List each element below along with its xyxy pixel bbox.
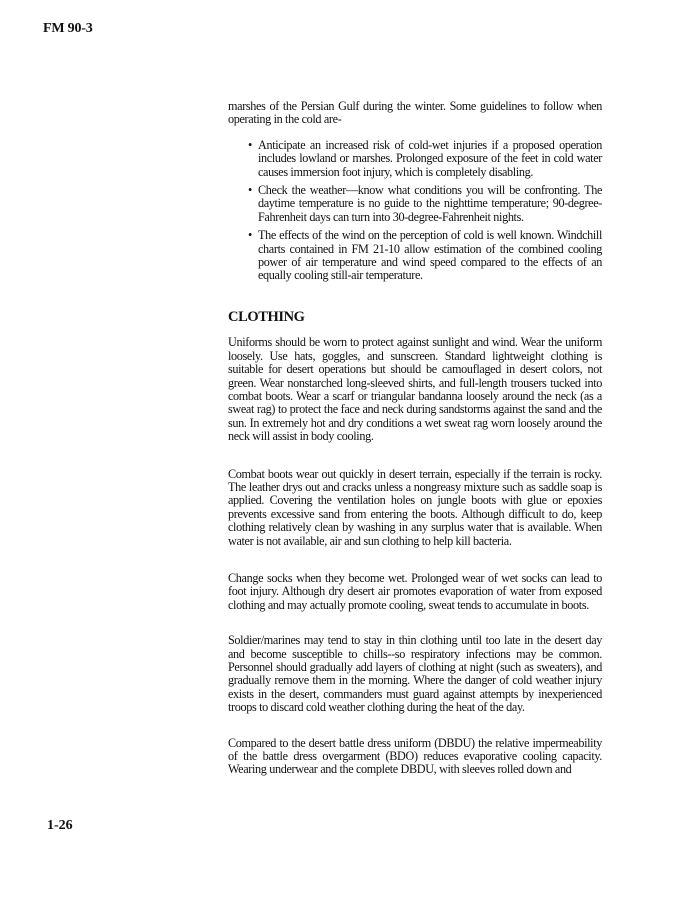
paragraph-bdo: Compared to the desert battle dress uniform (DBDU) the relative impermeability of the battle dress overgarment (BDO) reduces evaporative cooling capacity. Wearing underwear and the complete DBDU, with sleeves rolled down and	[228, 735, 602, 777]
running-header: FM 90-3	[43, 21, 93, 36]
section-heading: CLOTHING	[228, 308, 305, 325]
intro-paragraph: marshes of the Persian Gulf during the winter. Some guidelines to follow when operating in the cold are-	[228, 99, 602, 127]
paragraph-layers: Soldier/marines may tend to stay in thin clothing until too late in the desert day and become susceptible to chills--so respiratory infections may be common. Personnel should gradually add layers of clothing at night (such as sweaters), and gradually remove them in the morning. Where the danger of cold weather injury exists in the desert, commanders must guard against attempts by inexperienced troops to discard cold weather clothing during the heat of the day.	[228, 633, 602, 715]
paragraph-combat-boots: Combat boots wear out quickly in desert terrain, especially if the terrain is rocky. The leather drys out and cracks unless a nongreasy mixture such as saddle soap is applied. Covering the ventilation holes on jungle boots with glue or epoxies prevents excessive sand from entering the boots. Although difficult to do, keep clothing relatively clean by washing in any surplus water that is available. When water is not available, air and sun clothing to help kill bacteria.	[228, 466, 602, 548]
page-body	[228, 100, 602, 777]
list-item: • Anticipate an increased risk of cold-wet injuries if a proposed operation includes lowland or marshes. Prolonged exposure of the feet in cold water causes immersion foot injury, which is completely disabling.	[248, 139, 602, 179]
paragraph-socks: Change socks when they become wet. Prolonged wear of wet socks can lead to foot injury. Although dry desert air promotes evaporation of water from exposed clothing and may actually promote cooling, sweat tends to accumulate in boots.	[228, 570, 602, 612]
cold-guidelines-list	[228, 139, 602, 283]
paragraph-uniforms: Uniforms should be worn to protect against sunlight and wind. Wear the uniform loosely. Use hats, goggles, and sunscreen. Standard lightweight clothing is suitable for desert operations but should be camouflaged in desert colors, not green. Wear nonstarched long-sleeved shirts, and full-length trousers tucked into combat boots. Wear a scarf or triangular bandanna loosely around the neck (as a sweat rag) to protect the face and neck during sandstorms against the sand and the sun. In extremely hot and dry conditions a wet sweat rag worn loosely around the neck will assist in body cooling.	[228, 335, 602, 444]
list-item: • The effects of the wind on the perception of cold is well known. Windchill charts contained in FM 21-10 allow estimation of the combined cooling power of air temperature and wind speed compared to the effects of an equally cooling still-air temperature.	[248, 229, 602, 283]
list-item: • Check the weather—know what conditions you will be confronting. The daytime temperature is no guide to the nighttime temperature; 90-degree-Fahrenheit days can turn into 30-degree-Fahrenheit nights.	[248, 184, 602, 224]
page-number: 1-26	[47, 818, 73, 833]
